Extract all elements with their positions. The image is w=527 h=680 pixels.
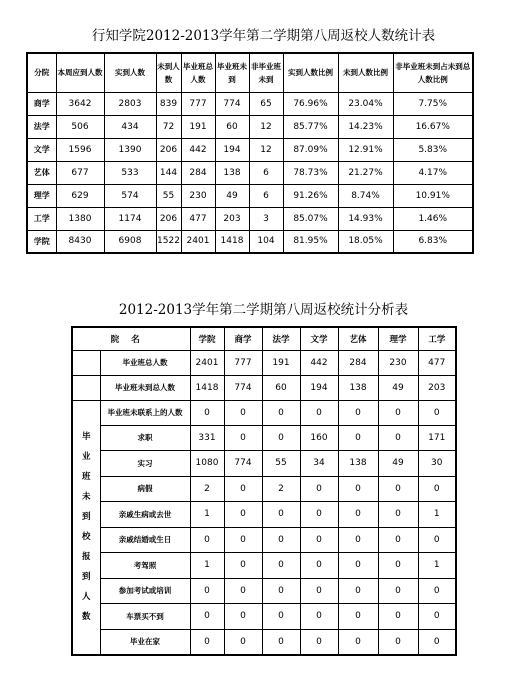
table2-row-label: 毕业班未到总人数 (100, 375, 190, 400)
table1-cell: 6 (249, 161, 283, 184)
table1-row-label: 文学 (27, 138, 56, 161)
table2-row-label: 车票买不到 (100, 604, 190, 630)
table2-cell: 191 (262, 350, 300, 375)
table1-row-label: 工学 (27, 207, 56, 230)
table2-row-label: 参加考试或培训 (100, 578, 190, 604)
table2-header-cell: 商学 (224, 327, 262, 350)
table2-cell: 203 (418, 375, 456, 400)
return-count-table (26, 52, 474, 254)
table2-cell: 0 (190, 527, 224, 553)
table1-cell: 1522 (156, 230, 181, 253)
table2-row-label: 亲戚结婚或生日 (100, 527, 190, 553)
table1-cell: 55 (156, 184, 181, 207)
table2-header-row (72, 327, 456, 350)
table2-header-cell: 理学 (378, 327, 418, 350)
table2-cell: 0 (378, 604, 418, 630)
table2-cell: 2401 (190, 350, 224, 375)
table2-cell: 0 (338, 400, 378, 425)
table2-cell: 0 (262, 527, 300, 553)
table1-cell: 2401 (181, 230, 215, 253)
table1-cell: 14.93% (338, 207, 393, 230)
table1-cell: 506 (56, 115, 104, 138)
table1-header-cell: 实到人数 (104, 53, 156, 92)
table2-cell: 0 (262, 425, 300, 451)
table1-cell: 8430 (56, 230, 104, 253)
table2-cell: 0 (338, 578, 378, 604)
table2-cell: 230 (378, 350, 418, 375)
table1-row (27, 230, 473, 253)
table1-cell: 14.23% (338, 115, 393, 138)
table2-cell: 0 (224, 476, 262, 502)
table2-cell: 0 (338, 553, 378, 579)
table1-cell: 104 (249, 230, 283, 253)
table1-cell: 3 (249, 207, 283, 230)
table1-cell: 85.07% (283, 207, 338, 230)
table2-cell: 0 (262, 553, 300, 579)
table2-cell: 0 (338, 476, 378, 502)
table1-cell: 16.67% (393, 115, 473, 138)
table1-cell: 1380 (56, 207, 104, 230)
table1-cell: 206 (156, 207, 181, 230)
table2-cell: 774 (224, 451, 262, 477)
table2-cell: 442 (300, 350, 338, 375)
table1-cell: 194 (215, 138, 249, 161)
table2-cell: 0 (262, 578, 300, 604)
table1-cell: 49 (215, 184, 249, 207)
table1-cell: 85.77% (283, 115, 338, 138)
table2-cell: 138 (338, 451, 378, 477)
table2-cell: 1 (190, 502, 224, 528)
table2-row-label: 毕业班未联系上的人数 (100, 400, 190, 425)
table2-cell: 774 (224, 375, 262, 400)
table1-cell: 533 (104, 161, 156, 184)
table1-cell: 10.91% (393, 184, 473, 207)
table1-cell: 6908 (104, 230, 156, 253)
table1-header-cell: 毕业班总人数 (181, 53, 215, 92)
table2-row (72, 425, 456, 451)
table2-cell: 0 (378, 629, 418, 655)
table2-header-cell: 艺体 (338, 327, 378, 350)
table1-title: 行知学院2012-2013学年第二学期第八周返校人数统计表 (91, 28, 436, 44)
table1-cell: 65 (249, 92, 283, 115)
table1-cell: 3642 (56, 92, 104, 115)
table2-cell: 160 (300, 425, 338, 451)
table1-cell: 12 (249, 138, 283, 161)
table2-cell: 0 (300, 502, 338, 528)
table1-header-row (27, 53, 473, 92)
table1-cell: 60 (215, 115, 249, 138)
table1-cell: 574 (104, 184, 156, 207)
table2-row (72, 553, 456, 579)
table2-cell: 1080 (190, 451, 224, 477)
table2-cell: 0 (378, 527, 418, 553)
table2-row (72, 476, 456, 502)
table2-cell: 0 (300, 400, 338, 425)
table1-cell: 206 (156, 138, 181, 161)
table1-cell: 629 (56, 184, 104, 207)
table2-cell: 1 (418, 553, 456, 579)
table2-cell: 55 (262, 451, 300, 477)
table2-cell: 0 (418, 400, 456, 425)
table2-cell: 331 (190, 425, 224, 451)
table2-cell: 0 (190, 400, 224, 425)
table2-cell: 0 (262, 502, 300, 528)
table2-group-label (72, 400, 100, 655)
table1-cell: 6.83% (393, 230, 473, 253)
table1-row (27, 207, 473, 230)
table2-cell: 49 (378, 451, 418, 477)
table2-cell: 0 (338, 604, 378, 630)
table2-group-label-text: 毕业班未到校报到人数 (81, 432, 91, 622)
table1-row (27, 92, 473, 115)
table2-cell: 0 (378, 476, 418, 502)
table1-cell: 477 (181, 207, 215, 230)
table1-row (27, 115, 473, 138)
table2-row (72, 629, 456, 655)
table2-header-cell: 工学 (418, 327, 456, 350)
table1-cell: 144 (156, 161, 181, 184)
table2-cell: 0 (418, 629, 456, 655)
table1-cell: 1174 (104, 207, 156, 230)
table2-cell: 0 (224, 502, 262, 528)
table2-cell: 49 (378, 375, 418, 400)
table1-header-cell: 实到人数比例 (283, 53, 338, 92)
table1-header-cell: 非毕业班未到占未到总人数比例 (393, 53, 473, 92)
table2-row-label: 亲戚生病或去世 (100, 502, 190, 528)
table2-cell: 1 (418, 502, 456, 528)
table1-cell: 78.73% (283, 161, 338, 184)
table1-row-label: 艺体 (27, 161, 56, 184)
table1-cell: 1418 (215, 230, 249, 253)
table2-header-cell: 学院 (190, 327, 224, 350)
table2-row (72, 451, 456, 477)
table2-cell: 0 (224, 578, 262, 604)
table2-cell: 0 (418, 476, 456, 502)
table2-cell: 0 (300, 527, 338, 553)
table2-row (72, 400, 456, 425)
table1-cell: 6 (249, 184, 283, 207)
table2-cell: 0 (300, 476, 338, 502)
table2-cell: 0 (262, 400, 300, 425)
table1-header-cell: 本周应到人数 (56, 53, 104, 92)
table2-cell: 477 (418, 350, 456, 375)
table2-cell: 0 (224, 604, 262, 630)
table1-cell: 5.83% (393, 138, 473, 161)
table2-blank-cell (72, 350, 100, 375)
table2-cell: 0 (300, 629, 338, 655)
table1-header-cell: 分院 (27, 53, 56, 92)
table1-cell: 777 (181, 92, 215, 115)
table2-cell: 0 (338, 629, 378, 655)
table1-header-cell: 未到人数 (156, 53, 181, 92)
table1-cell: 839 (156, 92, 181, 115)
table1-cell: 4.17% (393, 161, 473, 184)
table2-cell: 0 (262, 629, 300, 655)
table1-header-cell: 非毕业班未到 (249, 53, 283, 92)
table1-header-cell: 未到人数比例 (338, 53, 393, 92)
table1-row-label: 学院 (27, 230, 56, 253)
table1-cell: 12 (249, 115, 283, 138)
return-analysis-table (71, 326, 457, 656)
table2-row (72, 604, 456, 630)
table1-cell: 191 (181, 115, 215, 138)
table2-row (72, 350, 456, 375)
table2-cell: 2 (190, 476, 224, 502)
table2-cell: 0 (190, 578, 224, 604)
table2-cell: 0 (300, 553, 338, 579)
table2-blank-cell (72, 375, 100, 400)
table1-cell: 774 (215, 92, 249, 115)
table2-cell: 138 (338, 375, 378, 400)
table2-cell: 0 (224, 553, 262, 579)
table2-row-label: 实习 (100, 451, 190, 477)
table2-cell: 777 (224, 350, 262, 375)
table1-cell: 7.75% (393, 92, 473, 115)
table2-row-label: 考驾照 (100, 553, 190, 579)
table2-cell: 0 (224, 527, 262, 553)
table2-cell: 0 (418, 527, 456, 553)
table2-row (72, 578, 456, 604)
table2-cell: 0 (338, 502, 378, 528)
table2-cell: 0 (338, 425, 378, 451)
table1-cell: 18.05% (338, 230, 393, 253)
table2-cell: 0 (338, 527, 378, 553)
table1-cell: 442 (181, 138, 215, 161)
table2-header-cell: 文学 (300, 327, 338, 350)
table1-cell: 21.27% (338, 161, 393, 184)
table1-cell: 284 (181, 161, 215, 184)
table2-cell: 0 (224, 400, 262, 425)
table2-row-label: 毕业在家 (100, 629, 190, 655)
table2-title: 2012-2013学年第二学期第八周返校统计分析表 (118, 302, 409, 318)
table2-cell: 30 (418, 451, 456, 477)
table1-cell: 12.91% (338, 138, 393, 161)
table1-header-cell: 毕业班未到 (215, 53, 249, 92)
table1-cell: 138 (215, 161, 249, 184)
table2-corner-cell: 院名 (72, 327, 190, 350)
table2-cell: 2 (262, 476, 300, 502)
table2-cell: 0 (190, 604, 224, 630)
table2-cell: 284 (338, 350, 378, 375)
table2-cell: 34 (300, 451, 338, 477)
table2-cell: 0 (378, 400, 418, 425)
table2-cell: 0 (224, 629, 262, 655)
table1-row-label: 法学 (27, 115, 56, 138)
table1-row (27, 184, 473, 207)
table1-cell: 8.74% (338, 184, 393, 207)
table2-cell: 1418 (190, 375, 224, 400)
table2-cell: 0 (418, 578, 456, 604)
table2-row (72, 502, 456, 528)
table2-cell: 0 (300, 604, 338, 630)
table2-cell: 0 (300, 578, 338, 604)
table2-cell: 0 (224, 425, 262, 451)
table2-row-label: 求职 (100, 425, 190, 451)
table1-cell: 434 (104, 115, 156, 138)
table2-cell: 1 (190, 553, 224, 579)
table2-cell: 0 (190, 629, 224, 655)
table2-row-label: 毕业班总人数 (100, 350, 190, 375)
table1-cell: 23.04% (338, 92, 393, 115)
table2-cell: 0 (378, 553, 418, 579)
table2-row (72, 375, 456, 400)
table1-cell: 87.09% (283, 138, 338, 161)
table2-cell: 60 (262, 375, 300, 400)
table1-cell: 72 (156, 115, 181, 138)
table1-row (27, 161, 473, 184)
table1-cell: 1.46% (393, 207, 473, 230)
table2-cell: 0 (378, 578, 418, 604)
table1-cell: 76.96% (283, 92, 338, 115)
table2-cell: 171 (418, 425, 456, 451)
table1-cell: 81.95% (283, 230, 338, 253)
table2-cell: 0 (418, 604, 456, 630)
table1-cell: 1390 (104, 138, 156, 161)
table2-cell: 194 (300, 375, 338, 400)
table1-cell: 203 (215, 207, 249, 230)
table2-header-cell: 法学 (262, 327, 300, 350)
table1-row-label: 理学 (27, 184, 56, 207)
table2-cell: 0 (378, 425, 418, 451)
table2-row-label: 病假 (100, 476, 190, 502)
table2-cell: 0 (378, 502, 418, 528)
table1-cell: 677 (56, 161, 104, 184)
table1-row (27, 138, 473, 161)
table1-cell: 1596 (56, 138, 104, 161)
table1-cell: 91.26% (283, 184, 338, 207)
table2-cell: 0 (262, 604, 300, 630)
table1-cell: 230 (181, 184, 215, 207)
table1-row-label: 商学 (27, 92, 56, 115)
table1-cell: 2803 (104, 92, 156, 115)
table2-row (72, 527, 456, 553)
